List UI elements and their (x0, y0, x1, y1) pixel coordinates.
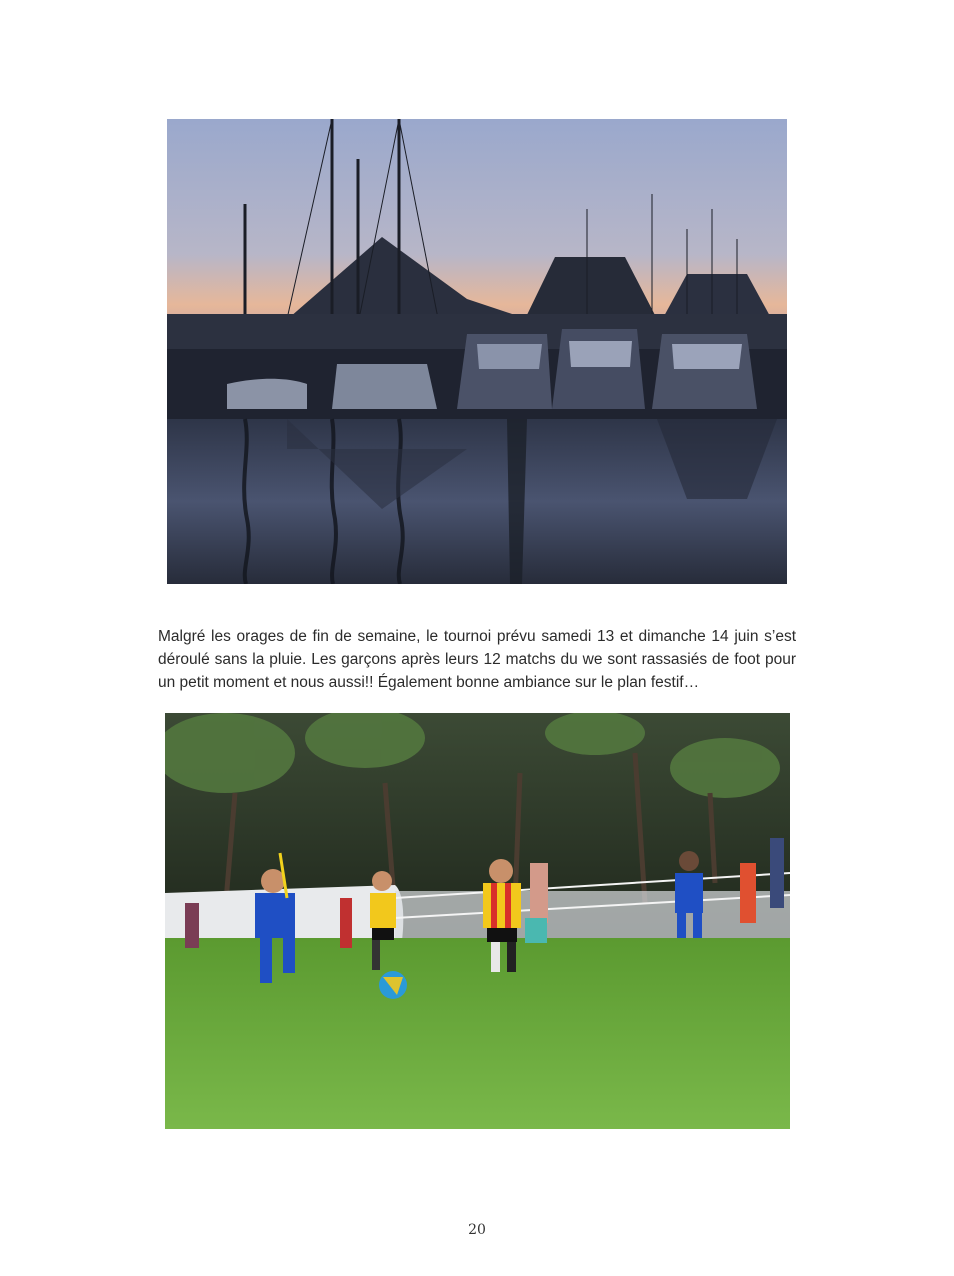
football-photo-graphic (165, 713, 790, 1129)
harbor-photo-graphic (167, 119, 787, 584)
harbor-photo (167, 119, 787, 584)
body-paragraph: Malgré les orages de fin de semaine, le tournoi prévu samedi 13 et dimanche 14 juin s’est déroulé sans la pluie. Les garçons après leurs 12 matchs du we sont rassasiés de foot pour un petit moment et nous aussi!! Également bonne ambiance sur le plan festif… (158, 628, 796, 691)
page-number: 20 (468, 1222, 486, 1238)
football-photo (165, 713, 790, 1129)
